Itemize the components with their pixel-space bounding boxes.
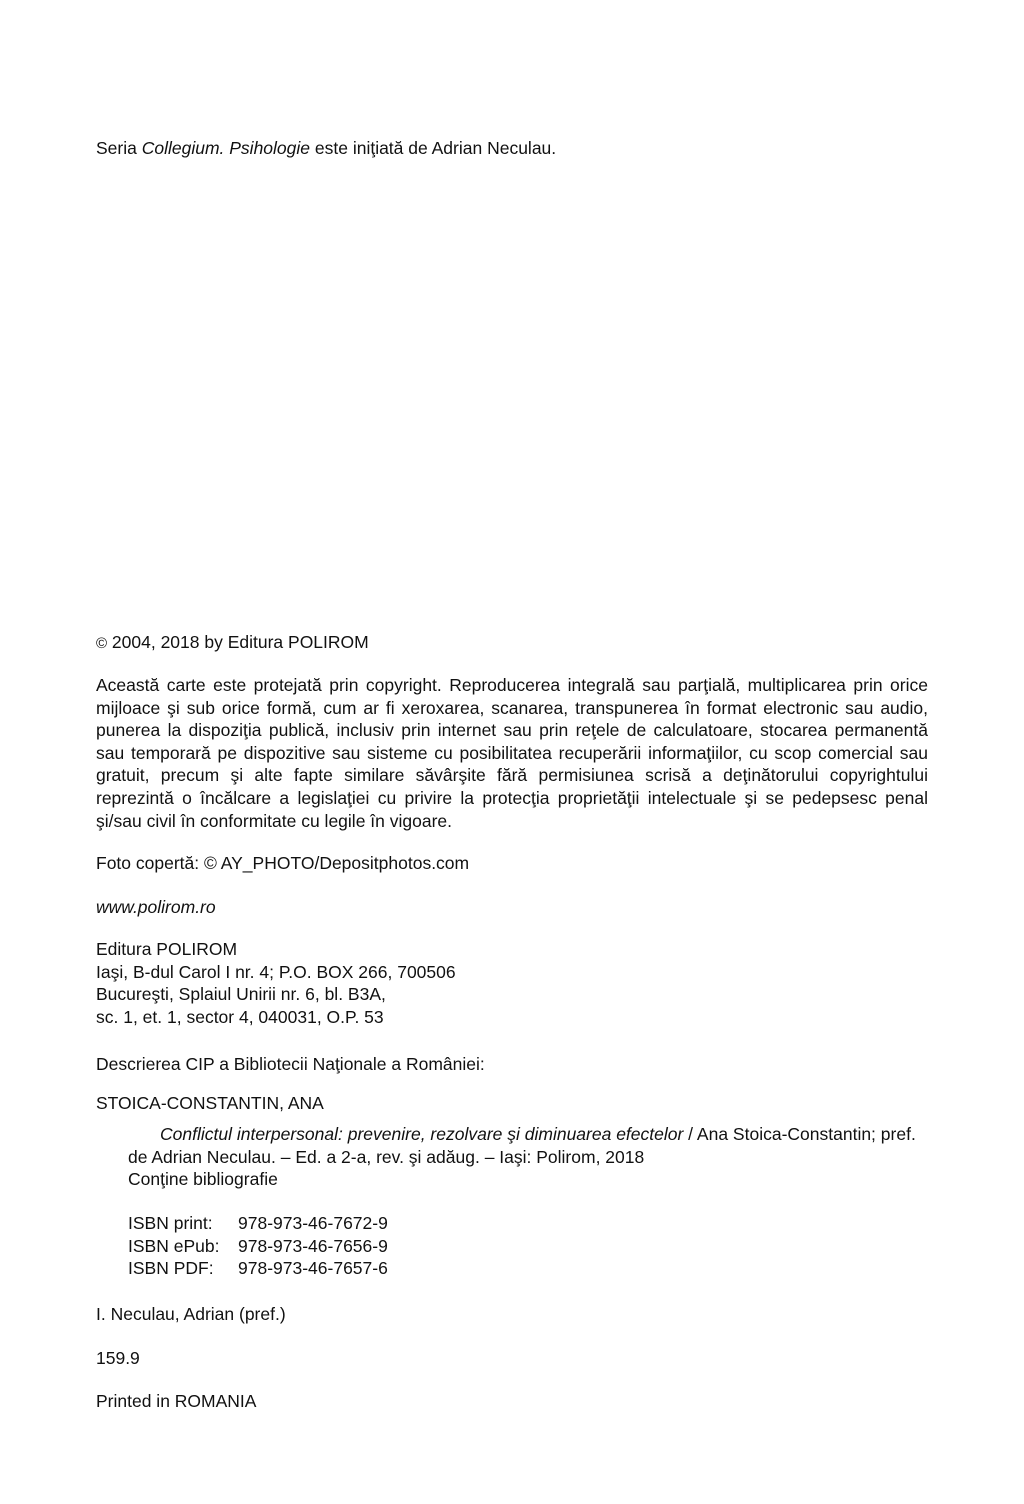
isbn-value: 978-973-46-7656-9 [238, 1235, 388, 1256]
isbn-label: ISBN print: [128, 1213, 213, 1233]
address-line: Iaşi, B-dul Carol I nr. 4; P.O. BOX 266, 700506 [96, 961, 456, 982]
isbn-value: 978-973-46-7657-6 [238, 1258, 388, 1279]
website-link[interactable]: www.polirom.ro [96, 897, 216, 917]
cip-classification: 159.9 [96, 1348, 140, 1368]
cover-photo-credit: Foto copertă: © AY_PHOTO/Depositphotos.com [96, 853, 470, 873]
copyright-line [96, 631, 928, 656]
cip-heading: Descrierea CIP a Bibliotecii Naţionale a României: [96, 1054, 485, 1074]
series-name: Collegium. Psihologie [141, 138, 311, 158]
rights-notice: Această carte este protejată prin copyright. Reproducerea integrală sau parţială, multiplicarea prin orice mijloace şi sub orice formă, cum ar fi xeroxarea, scanarea, transpunerea în format electronic sau audio, punerea la dispoziţia publică, inclusiv prin internet sau prin reţele de calculatoare, stocarea permanentă sau temporară pe dispozitive sau sisteme cu posibilitatea recuperării informaţiilor, cu scop comercial sau gratuit, precum şi alte fapte similare săvârşite fără permisiunea scrisă a deţinătorului copyrightului reprezintă o încălcare a legislaţiei cu privire la protecţia proprietăţii intelectuale şi se pedepsesc penal şi/sau civil în conformitate cu legile în vigoare. [96, 675, 928, 831]
isbn-list [128, 1212, 928, 1280]
copyright-symbol: © [96, 635, 108, 652]
publisher-name: Editura POLIROM [96, 939, 238, 959]
publisher-website[interactable] [96, 896, 928, 919]
address-line: Bucureşti, Splaiul Unirii nr. 6, bl. B3A, [96, 984, 386, 1005]
cip-title-entry [128, 1123, 928, 1168]
cip-added-entry: I. Neculau, Adrian (pref.) [96, 1304, 286, 1324]
address-line: sc. 1, et. 1, sector 4, 040031, O.P. 53 [96, 1006, 384, 1027]
isbn-row [128, 1257, 928, 1280]
printed-in: Printed in ROMANIA [96, 1391, 257, 1411]
copyright-text: 2004, 2018 by Editura POLIROM [107, 632, 369, 652]
series-note-suffix: este iniţiată de Adrian Neculau. [310, 138, 557, 158]
cip-book-title: Conflictul interpersonal: prevenire, rezolvare şi diminuarea efectelor [160, 1124, 684, 1144]
isbn-label: ISBN PDF: [128, 1258, 214, 1279]
cip-author: STOICA-CONSTANTIN, ANA [96, 1093, 324, 1113]
isbn-row [128, 1212, 928, 1235]
isbn-label: ISBN ePub: [128, 1235, 220, 1256]
isbn-value: 978-973-46-7672-9 [238, 1213, 388, 1233]
publisher-address [96, 938, 928, 1028]
series-note [96, 137, 928, 160]
series-note-prefix: Seria [96, 138, 142, 158]
cip-contents-note: Conţine bibliografie [128, 1169, 278, 1189]
isbn-row [128, 1235, 928, 1258]
cip-title-rest: / Ana Stoica-Constantin; pref. de Adrian Neculau. – Ed. a 2-a, rev. şi adăug. – Iaşi: Polirom, 2018 [128, 1124, 916, 1167]
